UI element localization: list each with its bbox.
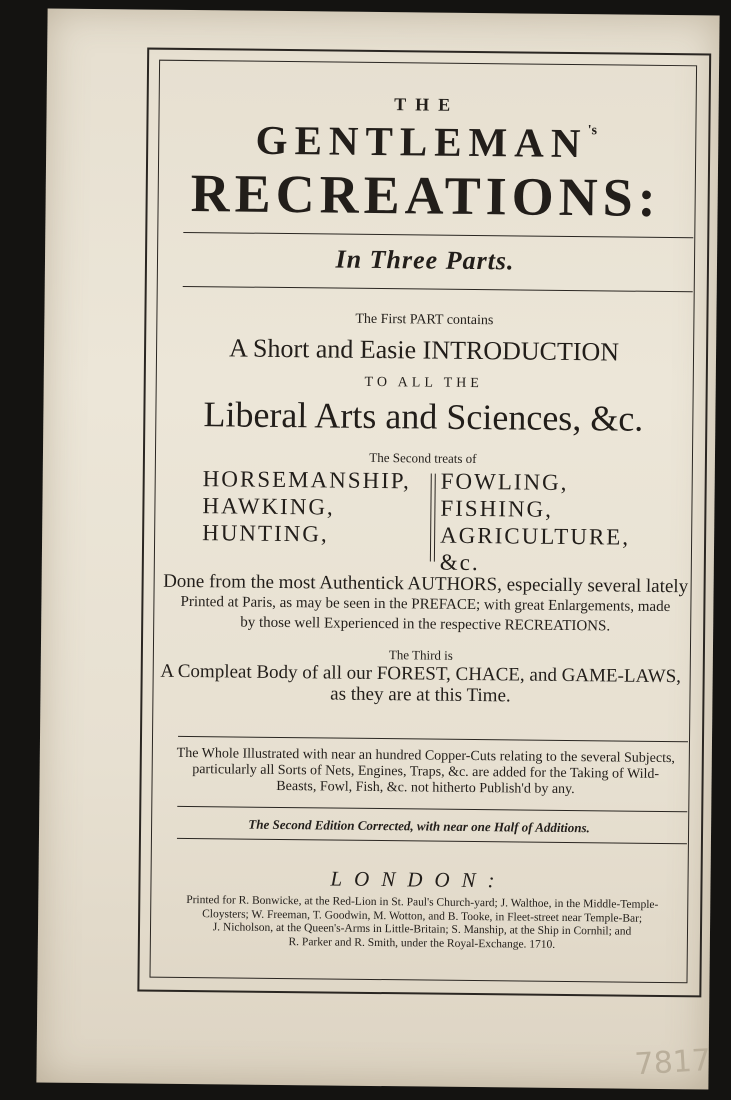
list-item: HUNTING, bbox=[202, 520, 329, 547]
list-item: HORSEMANSHIP, bbox=[202, 466, 411, 494]
pencil-annotation: 7817 bbox=[633, 1042, 712, 1083]
rule bbox=[177, 838, 687, 844]
edition-statement: The Second Edition Corrected, with near one Half of Additions. bbox=[248, 816, 590, 836]
list-item: FOWLING, bbox=[440, 468, 569, 495]
first-part-line3: Liberal Arts and Sciences, &c. bbox=[203, 394, 644, 439]
done-from-paragraph: Done from the most Authentick AUTHORS, especially several lately Printed at Paris, as may be seen in the PREFACE; with great Enlargements, made by those well Experienced in the respective RECREATIONS. bbox=[163, 570, 689, 635]
second-part-intro: The Second treats of bbox=[369, 449, 477, 467]
parts-heading: In Three Parts. bbox=[335, 244, 515, 276]
list-item: HAWKING, bbox=[202, 493, 335, 520]
list-item: AGRICULTURE, &c. bbox=[439, 522, 631, 576]
right-column bbox=[440, 468, 675, 578]
title-the: THE bbox=[394, 94, 460, 115]
rule bbox=[183, 232, 693, 238]
rule bbox=[177, 806, 687, 812]
second-part-columns bbox=[194, 465, 675, 576]
title-page-sheet bbox=[36, 9, 719, 1090]
list-item: FISHING, bbox=[440, 495, 554, 522]
imprint-text: Printed for R. Bonwicke, at the Red-Lion in St. Paul's Church-yard; J. Walthoe, in the Middle-Temple- Cloysters; W. Freeman, T. Goodwin, M. Wotton, and B. Tooke, in Fleet-street near Temple-Bar; J. Nicholson, at the Queen's-Arms in Little-Britain; S. Manship, at the Ship in Cornhil; and R. Parker and R. Smith, under the Royal-Exchange. 1710. bbox=[186, 894, 659, 951]
illustrated-paragraph: The Whole Illustrated with near an hundred Copper-Cuts relating to the several Subjects, particularly all Sorts of Nets, Engines, Traps, &c. are added for the Taking of Wild- Beasts, Fowl, Fish, &c. not hitherto Publish'd by any. bbox=[176, 745, 676, 798]
imprint-city: LONDON: bbox=[330, 866, 507, 893]
third-part-intro: The Third is bbox=[388, 647, 453, 663]
third-part-text: A Compleat Body of all our FOREST, CHACE, and GAME-LAWS, as they are at this Time. bbox=[160, 660, 682, 707]
title-page-content bbox=[150, 60, 696, 982]
title-recreations: RECREATIONS: bbox=[190, 163, 662, 228]
rule bbox=[183, 286, 693, 292]
title-gentleman: $GENTLEMAN^{'s}$ bbox=[255, 116, 598, 167]
first-part-intro: The First PART contains bbox=[355, 311, 494, 329]
column-divider bbox=[430, 474, 436, 562]
first-part-line1: A Short and Easie INTRODUCTION bbox=[228, 333, 620, 367]
first-part-line2: TO ALL THE bbox=[364, 374, 483, 392]
left-column bbox=[202, 465, 411, 548]
rule bbox=[178, 736, 688, 742]
